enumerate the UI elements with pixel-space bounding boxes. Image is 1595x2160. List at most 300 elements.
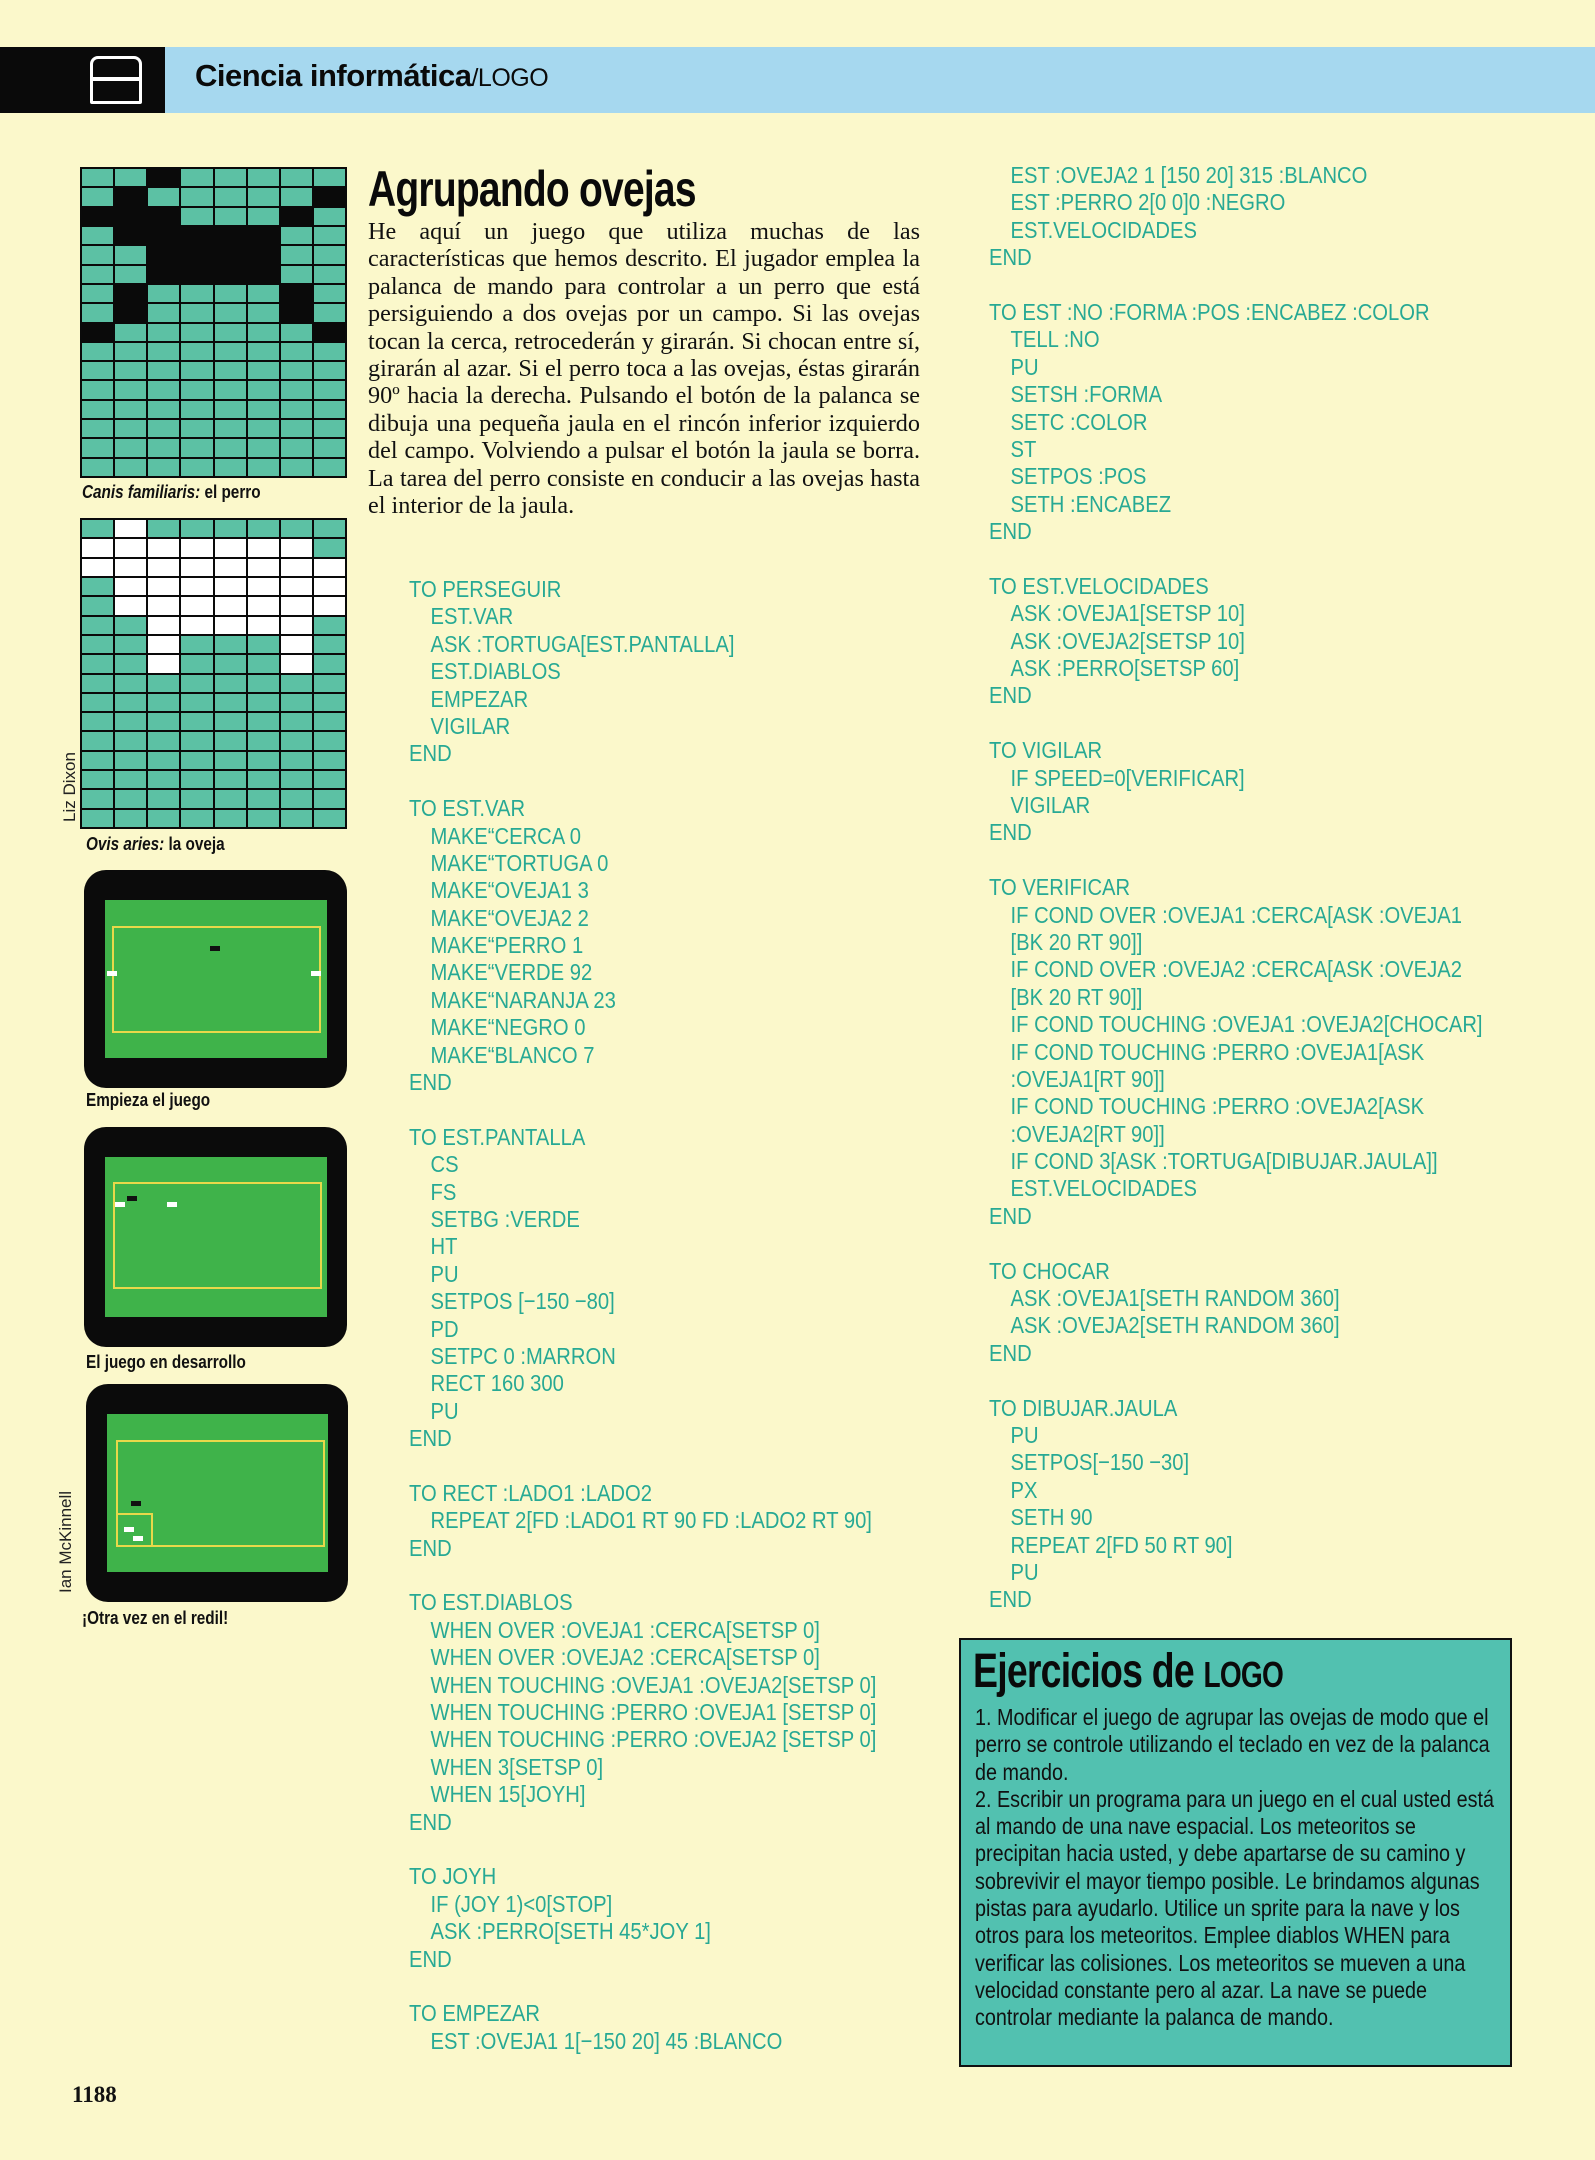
code-line: PU <box>1010 1421 1039 1448</box>
grid-cell <box>148 520 179 537</box>
dog-pixel-filled <box>148 227 179 244</box>
sheep-pixel-filled <box>115 520 146 537</box>
dog-pixel-filled <box>215 266 246 283</box>
grid-cell <box>82 597 113 614</box>
grid-cell <box>215 752 246 769</box>
procedure-header: TO PERSEGUIR <box>409 576 562 602</box>
sheep-sprite <box>311 971 321 976</box>
grid-cell <box>148 439 179 456</box>
sheep-pixel-filled <box>314 559 345 576</box>
procedure-end: END <box>409 1069 452 1096</box>
sheep-pixel-filled <box>148 559 179 576</box>
grid-cell <box>215 439 246 456</box>
dog-pixel-filled <box>115 227 146 244</box>
grid-cell <box>248 285 279 302</box>
grid-cell <box>248 713 279 730</box>
grid-cell <box>314 520 345 537</box>
grid-cell <box>115 655 146 672</box>
grid-cell <box>281 752 312 769</box>
code-line: MAKE“BLANCO 7 <box>430 1041 595 1068</box>
procedure-end: END <box>989 819 1032 846</box>
code-line: MAKE“CERCA 0 <box>430 822 581 849</box>
grid-cell <box>82 285 113 302</box>
code-line: ASK :OVEJA2[SETH RANDOM 360] <box>1010 1312 1340 1339</box>
grid-cell <box>215 188 246 205</box>
grid-cell <box>314 459 345 476</box>
grid-cell <box>314 636 345 653</box>
grid-cell <box>248 169 279 186</box>
procedure-end: END <box>409 1534 452 1561</box>
grid-cell <box>181 713 212 730</box>
grid-cell <box>314 713 345 730</box>
grid-cell <box>148 752 179 769</box>
screen-caption: El juego en desarrollo <box>86 1352 246 1372</box>
grid-cell <box>314 208 345 225</box>
code-line: EST :PERRO 2[0 0]0 :NEGRO <box>1010 189 1286 216</box>
sheep-pixel-filled <box>248 539 279 556</box>
code-line: MAKE“PERRO 1 <box>430 932 584 959</box>
blank-line <box>409 1096 876 1123</box>
code-line: MAKE“NEGRO 0 <box>430 1014 586 1041</box>
dog-sprite <box>210 946 220 951</box>
procedure-end: END <box>409 1945 452 1972</box>
dog-pixel-filled <box>115 208 146 225</box>
grid-cell <box>248 520 279 537</box>
dog-pixel-filled <box>115 285 146 302</box>
grid-cell <box>314 655 345 672</box>
code-line: SETH :ENCABEZ <box>1010 490 1172 517</box>
code-line: HT <box>430 1233 458 1260</box>
code-line: WHEN 15[JOYH] <box>430 1781 586 1808</box>
sheep-caption-latin: Ovis aries: <box>86 834 165 854</box>
code-line: MAKE“OVEJA1 3 <box>430 877 589 904</box>
dog-sprite-grid <box>80 167 347 478</box>
grid-cell <box>82 266 113 283</box>
grid-cell <box>181 732 212 749</box>
grid-cell <box>82 810 113 827</box>
code-line: WHEN 3[SETSP 0] <box>430 1753 604 1780</box>
procedure-header: TO JOYH <box>409 1863 497 1890</box>
procedure-header: TO EMPEZAR <box>409 2000 541 2027</box>
sheep-pixel-filled <box>115 597 146 614</box>
code-line: VIGILAR <box>430 712 511 739</box>
grid-cell <box>115 381 146 398</box>
grid-cell <box>215 810 246 827</box>
blank-line <box>409 1973 876 2000</box>
screen-caption: Empieza el juego <box>86 1090 211 1110</box>
grid-cell <box>115 771 146 788</box>
grid-cell <box>281 246 312 263</box>
code-line: PD <box>430 1315 459 1342</box>
grid-cell <box>281 694 312 711</box>
dog-pixel-filled <box>181 266 212 283</box>
exercises-title <box>973 1644 1283 1699</box>
dog-caption-text: el perro <box>200 482 261 502</box>
grid-cell <box>248 790 279 807</box>
dog-pixel-filled <box>248 246 279 263</box>
grid-cell <box>314 285 345 302</box>
grid-cell <box>248 362 279 379</box>
dog-pixel-filled <box>115 188 146 205</box>
grid-cell <box>82 675 113 692</box>
dog-pixel-filled <box>115 304 146 321</box>
fence <box>112 926 321 1033</box>
blank-line <box>989 272 1483 299</box>
grid-cell <box>115 810 146 827</box>
grid-cell <box>314 771 345 788</box>
procedure-header: TO EST.VAR <box>409 795 526 822</box>
grid-cell <box>314 539 345 556</box>
grid-cell <box>281 675 312 692</box>
grid-cell <box>82 790 113 807</box>
grid-cell <box>181 675 212 692</box>
code-line: IF COND OVER :OVEJA2 :CERCA[ASK :OVEJA2 <box>1010 956 1462 983</box>
dog-sprite <box>127 1196 137 1201</box>
grid-cell <box>314 362 345 379</box>
blank-line <box>409 1453 876 1480</box>
grid-cell <box>281 381 312 398</box>
photo-credit: Ian McKinnell <box>56 1490 75 1593</box>
grid-cell <box>281 810 312 827</box>
grid-cell <box>248 188 279 205</box>
game-field <box>107 1414 328 1572</box>
code-line: WHEN TOUCHING :OVEJA1 :OVEJA2[SETSP 0] <box>430 1671 877 1698</box>
grid-cell <box>248 324 279 341</box>
grid-cell <box>115 246 146 263</box>
code-line: VIGILAR <box>1010 791 1091 818</box>
dog-pixel-filled <box>181 246 212 263</box>
sheep-pixel-filled <box>181 578 212 595</box>
grid-cell <box>314 732 345 749</box>
grid-cell <box>148 771 179 788</box>
grid-cell <box>148 324 179 341</box>
sheep-pixel-filled <box>314 578 345 595</box>
grid-cell <box>281 324 312 341</box>
code-line: SETSH :FORMA <box>1010 381 1163 408</box>
grid-cell <box>248 732 279 749</box>
grid-cell <box>115 343 146 360</box>
procedure-end: END <box>409 1425 452 1452</box>
procedure-header: TO EST.DIABLOS <box>409 1589 573 1616</box>
grid-cell <box>82 439 113 456</box>
grid-cell <box>314 790 345 807</box>
sheep-pixel-filled <box>181 539 212 556</box>
procedure-header: TO DIBUJAR.JAULA <box>989 1394 1178 1421</box>
blank-line <box>409 768 876 795</box>
dog-pixel-filled <box>148 246 179 263</box>
grid-cell <box>215 381 246 398</box>
grid-cell <box>148 285 179 302</box>
grid-cell <box>181 304 212 321</box>
procedure-header: TO VERIFICAR <box>989 874 1131 901</box>
illustration-credit: Liz Dixon <box>60 752 79 822</box>
grid-cell <box>314 810 345 827</box>
code-line: IF COND OVER :OVEJA1 :CERCA[ASK :OVEJA1 <box>1010 901 1462 928</box>
code-listing-right <box>989 162 1563 1614</box>
sheep-pixel-filled <box>115 559 146 576</box>
code-line: EST :OVEJA2 1 [150 20] 315 :BLANCO <box>1010 162 1368 188</box>
grid-cell <box>215 401 246 418</box>
grid-cell <box>82 520 113 537</box>
grid-cell <box>115 324 146 341</box>
code-line: MAKE“NARANJA 23 <box>430 986 616 1013</box>
grid-cell <box>181 401 212 418</box>
blank-line <box>409 1562 876 1589</box>
sheep-pixel-filled <box>215 597 246 614</box>
grid-cell <box>82 732 113 749</box>
article-title: Agrupando ovejas <box>368 161 696 217</box>
grid-cell <box>248 381 279 398</box>
exercises-box <box>959 1638 1512 2067</box>
grid-cell <box>181 381 212 398</box>
code-line: IF COND 3[ASK :TORTUGA[DIBUJAR.JAULA]] <box>1010 1148 1438 1175</box>
sheep-pixel-filled <box>281 539 312 556</box>
grid-cell <box>82 459 113 476</box>
grid-cell <box>248 810 279 827</box>
sheep-pixel-filled <box>148 597 179 614</box>
code-line: EST.VELOCIDADES <box>1010 1175 1197 1202</box>
code-line: MAKE“VERDE 92 <box>430 959 593 986</box>
grid-cell <box>82 636 113 653</box>
grid-cell <box>314 401 345 418</box>
grid-cell <box>248 401 279 418</box>
dog-pixel-filled <box>281 285 312 302</box>
grid-cell <box>215 636 246 653</box>
grid-cell <box>82 420 113 437</box>
grid-cell <box>215 208 246 225</box>
sheep-pixel-filled <box>148 636 179 653</box>
grid-cell <box>181 636 212 653</box>
grid-cell <box>281 459 312 476</box>
dog-pixel-filled <box>215 246 246 263</box>
grid-cell <box>215 459 246 476</box>
sheep-pixel-filled <box>215 539 246 556</box>
grid-cell <box>115 752 146 769</box>
grid-cell <box>215 285 246 302</box>
grid-cell <box>148 420 179 437</box>
sheep-pixel-filled <box>115 578 146 595</box>
blank-line <box>989 545 1483 572</box>
grid-cell <box>82 362 113 379</box>
cage <box>116 1513 153 1547</box>
grid-cell <box>281 343 312 360</box>
code-line: CS <box>430 1151 459 1178</box>
sheep-sprite <box>167 1202 177 1207</box>
procedure-header: TO EST.VELOCIDADES <box>989 572 1209 599</box>
code-line: PU <box>1010 1558 1039 1585</box>
grid-cell <box>281 732 312 749</box>
blank-line <box>989 710 1483 737</box>
grid-cell <box>82 752 113 769</box>
exercises-list <box>975 1704 1500 2032</box>
blank-line <box>989 847 1483 874</box>
section-name: Ciencia informática <box>195 58 472 93</box>
grid-cell <box>215 790 246 807</box>
grid-cell <box>181 169 212 186</box>
grid-cell <box>248 459 279 476</box>
grid-cell <box>181 188 212 205</box>
grid-cell <box>314 343 345 360</box>
grid-cell <box>115 266 146 283</box>
code-line: IF SPEED=0[VERIFICAR] <box>1010 764 1245 791</box>
dog-pixel-filled <box>314 324 345 341</box>
grid-cell <box>281 362 312 379</box>
procedure-header: TO RECT :LADO1 :LADO2 <box>409 1479 652 1506</box>
grid-cell <box>248 655 279 672</box>
grid-cell <box>115 420 146 437</box>
code-line: SETPOS :POS <box>1010 463 1147 490</box>
code-line: WHEN OVER :OVEJA2 :CERCA[SETSP 0] <box>430 1644 820 1671</box>
grid-cell <box>148 381 179 398</box>
grid-cell <box>314 752 345 769</box>
grid-cell <box>314 266 345 283</box>
grid-cell <box>281 266 312 283</box>
grid-cell <box>82 694 113 711</box>
grid-cell <box>215 732 246 749</box>
dog-pixel-filled <box>248 266 279 283</box>
sheep-pixel-filled <box>248 578 279 595</box>
grid-cell <box>181 520 212 537</box>
procedure-header: TO VIGILAR <box>989 737 1103 764</box>
grid-cell <box>314 169 345 186</box>
grid-cell <box>181 655 212 672</box>
grid-cell <box>181 420 212 437</box>
grid-cell <box>248 771 279 788</box>
section-title <box>195 58 548 94</box>
grid-cell <box>281 188 312 205</box>
code-line: ASK :PERRO[SETH 45*JOY 1] <box>430 1918 711 1945</box>
procedure-end: END <box>989 244 1032 271</box>
grid-cell <box>82 578 113 595</box>
grid-cell <box>281 401 312 418</box>
sheep-sprite <box>124 1527 134 1532</box>
grid-cell <box>82 655 113 672</box>
code-line: :OVEJA1[RT 90]] <box>1010 1065 1165 1092</box>
code-line: IF COND TOUCHING :PERRO :OVEJA1[ASK <box>1010 1038 1425 1065</box>
grid-cell <box>215 362 246 379</box>
grid-cell <box>314 617 345 634</box>
grid-cell <box>248 752 279 769</box>
grid-cell <box>115 713 146 730</box>
grid-cell <box>148 362 179 379</box>
sheep-pixel-filled <box>281 655 312 672</box>
grid-cell <box>82 188 113 205</box>
grid-cell <box>82 713 113 730</box>
grid-cell <box>281 790 312 807</box>
grid-cell <box>248 439 279 456</box>
code-line: MAKE“OVEJA2 2 <box>430 904 589 931</box>
grid-cell <box>181 694 212 711</box>
grid-cell <box>181 752 212 769</box>
code-line: EMPEZAR <box>430 685 529 712</box>
code-line: EST.DIABLOS <box>430 658 561 685</box>
grid-cell <box>148 304 179 321</box>
code-listing-left <box>409 576 952 2055</box>
blank-line <box>989 1230 1483 1257</box>
exercise-item: 2. Escribir un programa para un juego en el cual usted está al mando de una nave espacial. Los meteoritos se precipitan hacia usted, y debe apartarse de su camino y sobrevivir el mayor tiempo posible. Le brindamos algunas pistas para ayudarlo. Utilice un sprite para la nave y los otros para los meteoritos. Emplee diablos WHEN para verificar las colisiones. Los meteoritos se mueven a una velocidad constante pero al azar. La nave se puede controlar mediante la palanca de mando. <box>975 1785 1494 2031</box>
game-field <box>105 900 327 1058</box>
sheep-pixel-filled <box>148 539 179 556</box>
code-line: IF COND TOUCHING :OVEJA1 :OVEJA2[CHOCAR] <box>1010 1011 1483 1038</box>
sheep-pixel-filled <box>181 617 212 634</box>
sheep-pixel-filled <box>248 597 279 614</box>
sheep-pixel-filled <box>82 559 113 576</box>
grid-cell <box>215 169 246 186</box>
grid-cell <box>181 324 212 341</box>
tv-screen-caged <box>86 1384 348 1602</box>
code-line: ASK :OVEJA1[SETSP 10] <box>1010 600 1245 627</box>
blank-line <box>409 1836 876 1863</box>
grid-cell <box>281 520 312 537</box>
grid-cell <box>181 343 212 360</box>
grid-cell <box>181 771 212 788</box>
grid-cell <box>82 227 113 244</box>
sheep-pixel-filled <box>115 539 146 556</box>
grid-cell <box>181 362 212 379</box>
dog-pixel-filled <box>248 227 279 244</box>
sheep-caption-text: la oveja <box>164 834 225 854</box>
code-line: SETPOS [−150 −80] <box>430 1288 615 1315</box>
procedure-end: END <box>989 1202 1032 1229</box>
code-line: SETPC 0 :MARRON <box>430 1342 616 1369</box>
grid-cell <box>148 790 179 807</box>
sheep-sprite <box>107 971 117 976</box>
sheep-sprite <box>115 1202 125 1207</box>
sheep-pixel-filled <box>148 578 179 595</box>
dog-pixel-filled <box>281 304 312 321</box>
sheep-pixel-filled <box>248 559 279 576</box>
grid-cell <box>215 343 246 360</box>
page-number: 1188 <box>72 2082 117 2107</box>
grid-cell <box>281 227 312 244</box>
grid-cell <box>215 304 246 321</box>
grid-cell <box>115 732 146 749</box>
dog-pixel-filled <box>314 188 345 205</box>
grid-cell <box>181 810 212 827</box>
subsection-name: /LOGO <box>471 64 549 92</box>
dog-pixel-filled <box>181 227 212 244</box>
sheep-pixel-filled <box>215 578 246 595</box>
grid-cell <box>181 208 212 225</box>
fence <box>113 1182 322 1289</box>
dog-pixel-filled <box>215 227 246 244</box>
grid-cell <box>148 343 179 360</box>
blank-line <box>989 1367 1483 1394</box>
grid-cell <box>248 675 279 692</box>
grid-cell <box>215 520 246 537</box>
grid-cell <box>82 169 113 186</box>
procedure-header: TO EST.PANTALLA <box>409 1123 586 1150</box>
sheep-pixel-filled <box>281 617 312 634</box>
grid-cell <box>148 675 179 692</box>
code-line: EST :OVEJA1 1[−150 20] 45 :BLANCO <box>430 2027 783 2054</box>
grid-cell <box>215 420 246 437</box>
dog-sprite <box>131 1501 141 1506</box>
grid-cell <box>248 420 279 437</box>
sheep-pixel-filled <box>281 559 312 576</box>
grid-cell <box>314 304 345 321</box>
code-line: EST.VAR <box>430 603 514 630</box>
code-line: ASK :OVEJA2[SETSP 10] <box>1010 627 1245 654</box>
dog-pixel-filled <box>148 169 179 186</box>
grid-cell <box>314 227 345 244</box>
screen-caption: ¡Otra vez en el redil! <box>82 1608 229 1628</box>
grid-cell <box>115 617 146 634</box>
code-line: PX <box>1010 1476 1038 1503</box>
grid-cell <box>248 304 279 321</box>
grid-cell <box>314 694 345 711</box>
code-line: ASK :OVEJA1[SETH RANDOM 360] <box>1010 1285 1340 1312</box>
